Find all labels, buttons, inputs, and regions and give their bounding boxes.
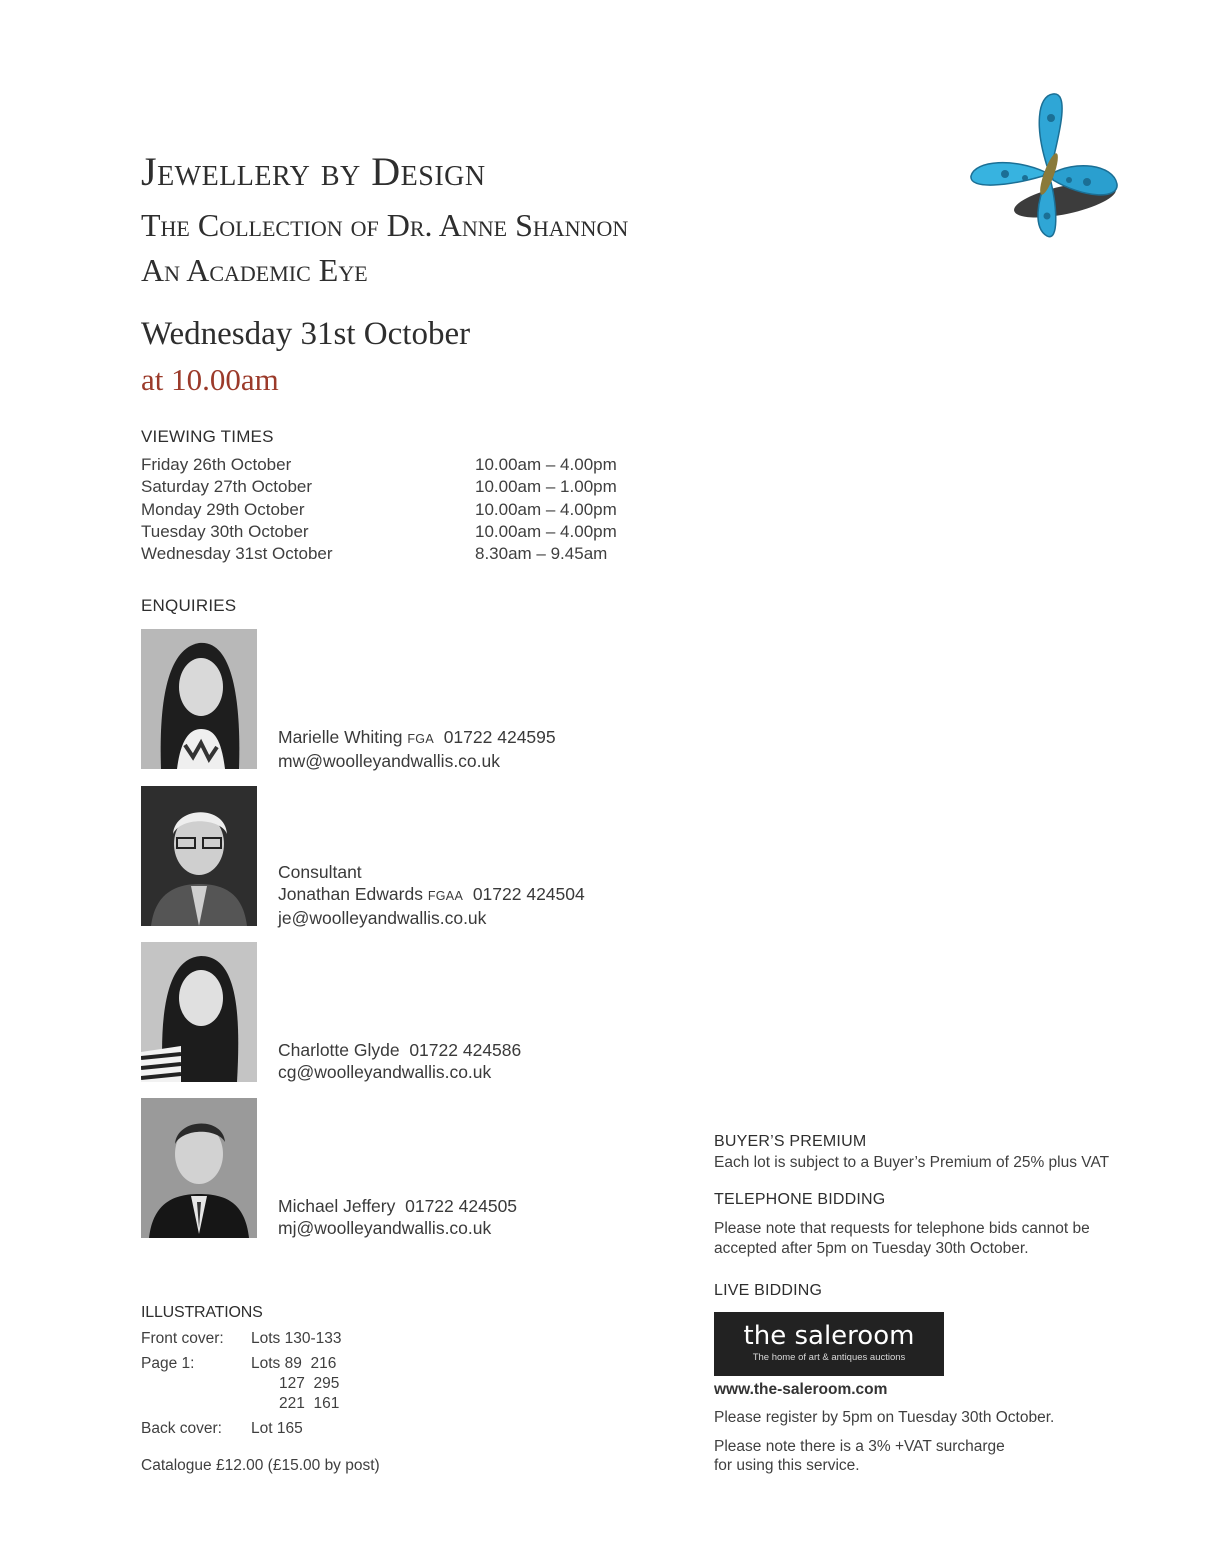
catalogue-price: Catalogue £12.00 (£15.00 by post) bbox=[141, 1457, 380, 1474]
viewing-row: Friday 26th October 10.00am – 4.00pm bbox=[141, 455, 617, 474]
logo-tagline: The home of art & antiques auctions bbox=[752, 1352, 906, 1363]
page1-lots-line2: 127 295 bbox=[279, 1375, 340, 1392]
contact-michael-jeffery: Michael Jeffery 01722 424505 mj@woolleyandwallis.co.uk bbox=[278, 1196, 518, 1238]
viewing-row: Wednesday 31st October 8.30am – 9.45am bbox=[141, 544, 608, 564]
email-link[interactable]: je@woolleyandwallis.co.uk bbox=[278, 908, 487, 928]
butterfly-image bbox=[965, 88, 1125, 248]
page-subtitle-academic: An Academic Eye bbox=[141, 252, 368, 288]
contact-marielle-whiting: Marielle Whiting FGA 01722 424595 mw@woolleyandwallis.co.uk bbox=[278, 727, 556, 771]
email-link[interactable]: mw@woolleyandwallis.co.uk bbox=[278, 751, 501, 771]
contact-jonathan-edwards: Consultant Jonathan Edwards FGAA 01722 424504 je@woolleyandwallis.co.uk bbox=[278, 862, 585, 928]
surcharge-note-line2: for using this service. bbox=[714, 1457, 860, 1474]
avatar-charlotte-glyde bbox=[141, 942, 257, 1082]
viewing-times-heading: VIEWING TIMES bbox=[141, 427, 274, 446]
avatar-jonathan-edwards bbox=[141, 786, 257, 926]
viewing-times-table bbox=[141, 454, 617, 565]
live-bidding-heading: LIVE BIDDING bbox=[714, 1282, 823, 1299]
sale-date: Wednesday 31st October bbox=[141, 316, 471, 352]
page-subtitle-collection: The Collection of Dr. Anne Shannon bbox=[141, 207, 629, 243]
avatar-marielle-whiting bbox=[141, 629, 257, 769]
contact-charlotte-glyde: Charlotte Glyde 01722 424586 cg@woolleyandwallis.co.uk bbox=[278, 1040, 522, 1082]
back-cover-label: Back cover: bbox=[141, 1420, 222, 1437]
buyers-premium-text: Each lot is subject to a Buyer’s Premium of 25% plus VAT bbox=[714, 1154, 1110, 1171]
the-saleroom-logo[interactable] bbox=[714, 1312, 944, 1376]
email-link[interactable]: mj@woolleyandwallis.co.uk bbox=[278, 1218, 492, 1238]
page1-label: Page 1: bbox=[141, 1355, 195, 1372]
telephone-bidding-heading: TELEPHONE BIDDING bbox=[714, 1191, 886, 1208]
sale-time: at 10.00am bbox=[141, 362, 279, 397]
buyers-premium-heading: BUYER’S PREMIUM bbox=[714, 1133, 867, 1150]
surcharge-note-line1: Please note there is a 3% +VAT surcharge bbox=[714, 1438, 1005, 1455]
viewing-row: Monday 29th October 10.00am – 4.00pm bbox=[141, 499, 617, 519]
front-cover-value: Lots 130-133 bbox=[251, 1330, 342, 1347]
page-title: Jewellery by Design bbox=[141, 149, 486, 194]
page1-lots-line1: Lots 89 216 bbox=[251, 1355, 337, 1372]
enquiries-heading: ENQUIRIES bbox=[141, 596, 237, 615]
avatar-michael-jeffery bbox=[141, 1098, 257, 1238]
email-link[interactable]: cg@woolleyandwallis.co.uk bbox=[278, 1062, 492, 1082]
front-cover-label: Front cover: bbox=[141, 1330, 224, 1347]
telephone-bidding-line2: accepted after 5pm on Tuesday 30th October. bbox=[714, 1240, 1029, 1257]
viewing-row: Saturday 27th October 10.00am – 1.00pm bbox=[141, 477, 617, 497]
illustrations-heading: ILLUSTRATIONS bbox=[141, 1304, 263, 1321]
saleroom-url-link[interactable]: www.the-saleroom.com bbox=[714, 1381, 888, 1398]
telephone-bidding-line1: Please note that requests for telephone bids cannot be bbox=[714, 1220, 1090, 1237]
register-note: Please register by 5pm on Tuesday 30th October. bbox=[714, 1409, 1055, 1426]
viewing-row: Tuesday 30th October 10.00am – 4.00pm bbox=[141, 521, 617, 541]
page1-lots-line3: 221 161 bbox=[279, 1395, 340, 1412]
logo-wordmark: the saleroom bbox=[743, 1321, 915, 1351]
back-cover-value: Lot 165 bbox=[251, 1420, 303, 1437]
